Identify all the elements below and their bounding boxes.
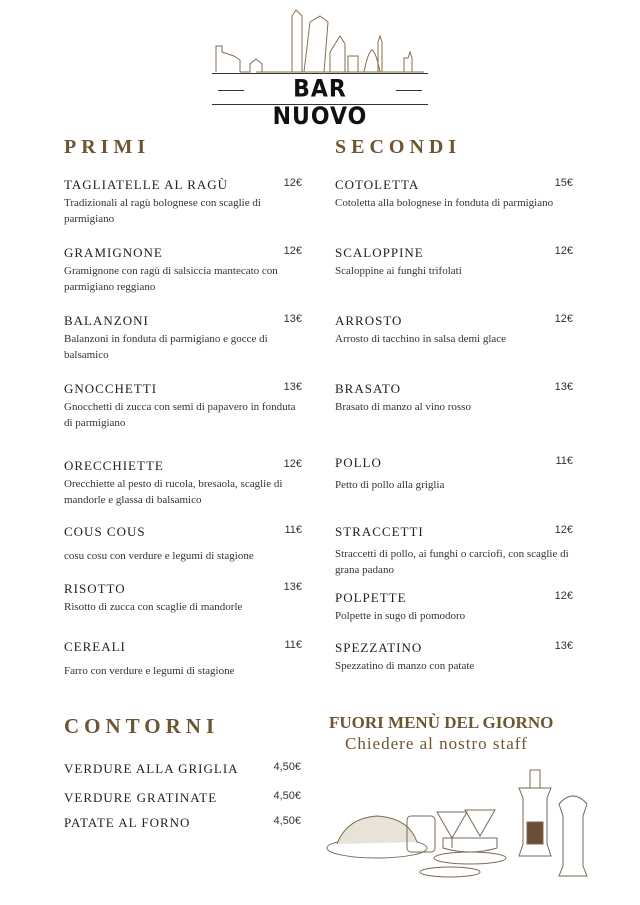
- food-illustration: [325, 760, 595, 885]
- item-description: Gnocchetti di zucca con semi di papavero in fonduta di parmigiano: [64, 401, 296, 429]
- logo-title: BAR NUOVO: [272, 75, 368, 131]
- menu-item: [335, 177, 573, 211]
- item-price: 11€: [284, 524, 302, 536]
- item-name: GRAMIGNONE: [64, 245, 163, 260]
- item-price: 4,50€: [273, 761, 301, 773]
- item-name: RISOTTO: [64, 581, 126, 596]
- item-name: STRACCETTI: [335, 524, 424, 539]
- item-description: Balanzoni in fonduta di parmigiano e gocce di balsamico: [64, 333, 268, 361]
- item-name: GNOCCHETTI: [64, 381, 158, 396]
- item-price: 4,50€: [273, 790, 301, 802]
- item-name: SCALOPPINE: [335, 245, 424, 260]
- menu-item: [64, 639, 302, 679]
- item-description: Scaloppine ai funghi trifolati: [335, 265, 462, 277]
- menu-item: [64, 381, 302, 431]
- menu-item: [64, 581, 302, 615]
- menu-item: [64, 761, 301, 777]
- menu-item: [335, 381, 573, 415]
- item-price: 13€: [554, 381, 573, 393]
- logo-line-top: [212, 73, 428, 74]
- item-price: 12€: [554, 313, 573, 325]
- item-price: 13€: [283, 313, 302, 325]
- item-name: CEREALI: [64, 639, 126, 654]
- item-price: 12€: [554, 245, 573, 257]
- menu-item: [335, 313, 573, 347]
- item-description: Straccetti di pollo, ai funghi o carciofi, con scaglie di grana padano: [335, 548, 569, 576]
- menu-item: [335, 245, 573, 279]
- menu-item: [64, 790, 301, 806]
- menu-item: [335, 590, 573, 624]
- item-description: cosu cosu con verdure e legumi di stagione: [64, 550, 254, 562]
- item-price: 15€: [554, 177, 573, 189]
- menu-item: [64, 815, 301, 831]
- menu-item: [335, 455, 573, 493]
- item-name: ORECCHIETTE: [64, 458, 164, 473]
- item-price: 13€: [554, 640, 573, 652]
- item-price: 13€: [283, 381, 302, 393]
- item-name: COTOLETTA: [335, 177, 420, 192]
- skyline-icon: [212, 6, 428, 76]
- logo-dash-left: [218, 90, 244, 91]
- item-name: BALANZONI: [64, 313, 149, 328]
- menu-item: [335, 640, 573, 674]
- item-name: BRASATO: [335, 381, 402, 396]
- menu-item: [64, 524, 302, 564]
- item-price: 12€: [554, 590, 573, 602]
- menu-item: [335, 524, 573, 578]
- contorni-heading: CONTORNI: [64, 714, 220, 738]
- item-price: 4,50€: [273, 815, 301, 827]
- menu-item: [64, 313, 302, 363]
- primi-heading: PRIMI: [64, 136, 151, 158]
- fuori-menu-title: FUORI MENÙ DEL GIORNO: [329, 713, 554, 732]
- menu-item: [64, 458, 302, 508]
- item-description: Polpette in sugo di pomodoro: [335, 610, 466, 622]
- item-price: 12€: [554, 524, 573, 536]
- item-name: TAGLIATELLE AL RAGÙ: [64, 177, 229, 192]
- menu-item: [64, 177, 302, 227]
- item-description: Farro con verdure e legumi di stagione: [64, 665, 235, 677]
- item-price: 12€: [283, 458, 302, 470]
- logo-dash-right: [396, 90, 422, 91]
- item-name: PATATE AL FORNO: [64, 815, 191, 830]
- item-description: Tradizionali al ragù bolognese con scaglie di parmigiano: [64, 197, 261, 225]
- item-name: VERDURE ALLA GRIGLIA: [64, 761, 239, 776]
- item-name: POLPETTE: [335, 590, 407, 605]
- item-price: 11€: [555, 455, 573, 467]
- item-price: 13€: [283, 581, 302, 593]
- item-name: ARROSTO: [335, 313, 403, 328]
- item-description: Spezzatino di manzo con patate: [335, 660, 475, 672]
- item-name: COUS COUS: [64, 524, 146, 539]
- item-description: Arrosto di tacchino in salsa demi glace: [335, 333, 507, 345]
- logo-line-bottom: [212, 104, 428, 105]
- fuori-menu-subtitle: Chiedere al nostro staff: [345, 734, 528, 753]
- item-price: 12€: [283, 245, 302, 257]
- item-price: 12€: [283, 177, 302, 189]
- item-name: VERDURE GRATINATE: [64, 790, 218, 805]
- item-description: Brasato di manzo al vino rosso: [335, 401, 471, 413]
- menu-item: [64, 245, 302, 295]
- item-description: Cotoletta alla bolognese in fonduta di parmigiano: [335, 197, 554, 209]
- item-description: Gramignone con ragù di salsiccia mantecato con parmigiano reggiano: [64, 265, 278, 293]
- item-description: Petto di pollo alla griglia: [335, 479, 445, 491]
- item-price: 11€: [284, 639, 302, 651]
- item-name: SPEZZATINO: [335, 640, 423, 655]
- logo: [212, 6, 428, 131]
- secondi-heading: SECONDI: [335, 136, 462, 158]
- item-name: POLLO: [335, 455, 382, 470]
- item-description: Risotto di zucca con scaglie di mandorle: [64, 601, 243, 613]
- item-description: Orecchiette al pesto di rucola, bresaola, scaglie di mandorle e glassa di balsamico: [64, 478, 283, 506]
